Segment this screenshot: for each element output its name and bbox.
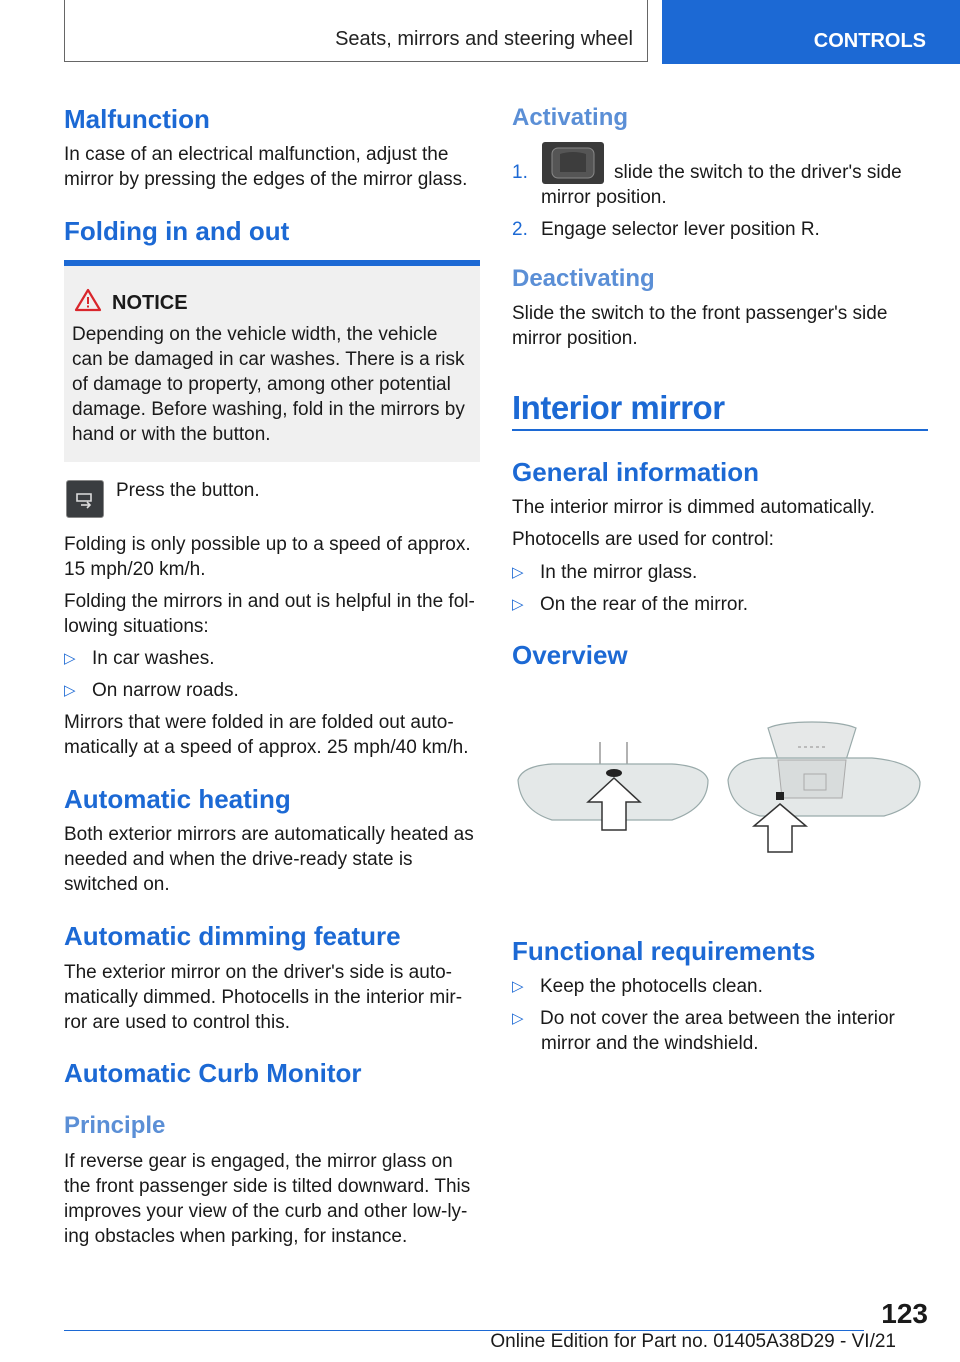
triangle-bullet-icon: ▷ — [64, 650, 76, 667]
switch-icon — [542, 142, 604, 184]
page-header — [0, 0, 960, 64]
principle-text: If reverse gear is engaged, the mirror glass on the front passenger side is tilted downward. This improves your view of the curb and other low-ly‐ing obstacles when parking, for instance. — [64, 1151, 471, 1247]
heating-text: Both exterior mirrors are automatically heated as needed and when the drive-ready state is switched on. — [64, 824, 474, 895]
deactivating-text: Slide the switch to the front passenger's side mirror position. — [512, 303, 888, 349]
folded-out-text: Mirrors that were folded in are folded out auto‐matically at a speed of approx. 25 mph/40 km/h. — [64, 712, 469, 758]
page-number: 123 — [881, 1298, 928, 1329]
header-section-box — [64, 0, 648, 62]
warning-icon — [74, 288, 102, 312]
heating-heading: Automatic heating — [64, 784, 291, 814]
notice-box — [64, 260, 480, 462]
photocells-text: Photocells are used for control: — [512, 529, 774, 550]
malfunction-heading: Malfunction — [64, 104, 210, 134]
fold-mirror-button-icon — [66, 480, 104, 518]
heading-rule — [512, 429, 928, 431]
general-info-heading: General information — [512, 457, 760, 487]
header-section-title: Seats, mirrors and steering wheel — [335, 28, 633, 50]
notice-title: NOTICE — [112, 292, 188, 314]
dimming-text: The exterior mirror on the driver's side is auto‐matically dimmed. Photocells in the interior mir‐ror are used to control this. — [64, 962, 463, 1033]
press-button-text: Press the button. — [116, 480, 260, 501]
notice-text: Depending on the vehicle width, the vehicle can be damaged in car washes. There is a risk of damage to property, among other potential damage. Before washing, fold in the mirrors by hand or with the button. — [72, 324, 465, 445]
malfunction-text: In case of an electrical malfunction, adjust the mirror by pressing the edges of the mirror glass. — [64, 144, 468, 190]
dimming-heading: Automatic dimming feature — [64, 921, 401, 951]
activating-heading: Activating — [512, 104, 629, 131]
step-1-line-2: mirror position. — [541, 187, 667, 208]
triangle-bullet-icon: ▷ — [512, 978, 524, 995]
triangle-bullet-icon: ▷ — [64, 682, 76, 699]
step-1-line-1: slide the switch to the driver's side — [614, 162, 902, 183]
functional-bullet-2-line-2: mirror and the windshield. — [541, 1033, 759, 1054]
functional-requirements-heading: Functional requirements — [512, 936, 816, 966]
header-chapter-tab — [662, 0, 960, 64]
general-info-text: The interior mirror is dimmed automatically. — [512, 497, 875, 518]
footer-edition: Online Edition for Part no. 01405A38D29 - VI/21 — [490, 1331, 896, 1352]
principle-heading: Principle — [64, 1112, 166, 1139]
folding-helpful-text: Folding the mirrors in and out is helpful in the fol‐lowing situations: — [64, 591, 475, 637]
fold-mirror-icon — [67, 481, 103, 517]
triangle-bullet-icon: ▷ — [512, 564, 524, 581]
folding-speed-text: Folding is only possible up to a speed of approx. 15 mph/20 km/h. — [64, 534, 471, 580]
interior-mirror-illustration — [512, 720, 928, 860]
interior-mirror-heading: Interior mirror — [512, 389, 725, 426]
curb-monitor-heading: Automatic Curb Monitor — [64, 1058, 362, 1088]
triangle-bullet-icon: ▷ — [512, 596, 524, 613]
triangle-bullet-icon: ▷ — [512, 1010, 524, 1027]
deactivating-heading: Deactivating — [512, 265, 655, 292]
mirror-switch-icon — [542, 142, 604, 184]
overview-heading: Overview — [512, 640, 628, 670]
header-chapter-label: CONTROLS — [813, 30, 926, 52]
folding-heading: Folding in and out — [64, 216, 290, 246]
